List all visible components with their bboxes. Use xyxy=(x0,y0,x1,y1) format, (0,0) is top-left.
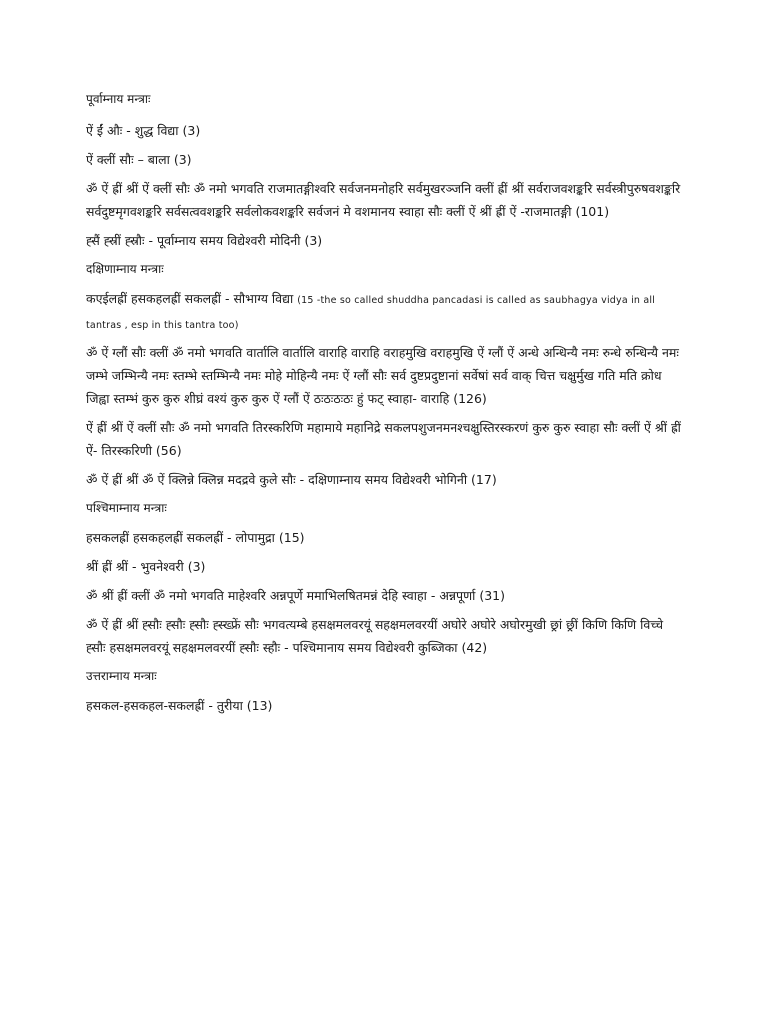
mantra-shuddha-vidya: ऐं ईं औः - शुद्ध विद्या (3) xyxy=(86,123,201,138)
heading-purvamnaya: पूर्वाम्नाय मन्त्राः xyxy=(86,92,151,106)
mantra-rajamatangi: ॐ ऐं ह्रीं श्रीं ऐं क्लीं सौः ॐ नमो भगवति राजमातङ्गीश्वरि सर्वजनमनोहरि सर्वमुखरञ्जनि क्लीं ह्रीं श्रीं सर्वराजवशङ्करि सर्वस्त्रीपुरुषवशङ्करि सर्वदुष्टमृगवशङ्करि सर्वसत्ववशङ्करि सर्वलोकवशङ्करि सर्वजनं मे वशमानय स्वाहा सौः क्लीं ऐं श्रीं ह्रीं ऐं -राजमातङ्गी (101) xyxy=(86,181,681,219)
mantra-turiya: हसकल-हसकहल-सकलह्रीं - तुरीया (13) xyxy=(86,698,273,713)
mantra-tiraskarini: ऐं ह्रीं श्रीं ऐं क्लीं सौः ॐ नमो भगवति तिरस्करिणि महामाये महानिद्रे सकलपशुजनमनश्चक्षुस्तिरस्करणं कुरु कुरु स्वाहा सौः क्लीं ऐं श्रीं ह्रीं ऐं- तिरस्करिणी (56) xyxy=(86,420,681,458)
mantra-saubhagya-vidya xyxy=(86,287,682,337)
mantra-bala: ऐं क्लीं सौः – बाला (3) xyxy=(86,152,192,167)
mantra-lopamudra: हसकलह्रीं हसकहलह्रीं सकलह्रीं - लोपामुद्रा (15) xyxy=(86,530,305,545)
mantra-modini: ह्सैं ह्स्रीं ह्स्रौः - पूर्वाम्नाय समय विद्येश्वरी मोदिनी (3) xyxy=(86,233,323,248)
mantra-saubhagya-text: कएईलह्रीं हसकहलह्रीं सकलह्रीं - सौभाग्य विद्या xyxy=(86,291,298,306)
mantra-bhogini: ॐ ऐं ह्रीं श्रीं ॐ ऐं क्लिन्ने क्लिन्न मदद्रवे कुले सौः - दक्षिणाम्नाय समय विद्येश्वरी भोगिनी (17) xyxy=(86,472,497,487)
heading-paschimamnaya: पश्चिमाम्नाय मन्त्राः xyxy=(86,501,167,515)
heading-dakshinamnaya: दक्षिणाम्नाय मन्त्राः xyxy=(86,262,164,276)
heading-uttaramnaya: उत्तराम्नाय मन्त्राः xyxy=(86,669,157,683)
mantra-saubhagya-note: (15 -the so called shuddha pancadasi is called as saubhagya vidya in all tantras , esp in this tantra too) xyxy=(86,295,656,331)
document-page xyxy=(86,88,682,721)
mantra-annapurna: ॐ श्रीं ह्रीं क्लीं ॐ नमो भगवति माहेश्वरि अन्नपूर्णे ममाभिलषितमन्नं देहि स्वाहा - अन्नपूर्णा (31) xyxy=(86,588,506,603)
mantra-kubjika: ॐ ऐं ह्रीं श्रीं ह्सौः ह्सौः ह्सौः ह्स्ख्फ्रें सौः भगवत्यम्बे हसक्षमलवरयूं सहक्षमलवरयीं अघोरे अघोरे अघोरमुखी छ्रां छ्रीं किणि किणि विच्चे ह्सौः हसक्षमलवरयूं सहक्षमलवरयीं ह्सौः स्हौः - पश्चिमानाय समय विद्येश्वरी कुब्जिका (42) xyxy=(86,617,664,655)
mantra-varahi: ॐ ऐं ग्लौं सौः क्लीं ॐ नमो भगवति वार्तालि वार्तालि वाराहि वाराहि वराहमुखि वराहमुखि ऐं ग्लौं ऐं अन्धे अन्धिन्यै नमः रुन्धे रुन्धिन्यै नमः जम्भे जम्भिन्यै नमः स्तम्भे स्तम्भिन्यै नमः मोहे मोहिन्यै नमः ऐं ग्लौं सौः सर्व दुष्टप्रदुष्टानां सर्वेषां सर्व वाक् चित्त चक्षुर्मुख गति मति क्रोध जिह्वा स्तम्भं कुरु कुरु शीघ्रं वश्यं कुरु कुरु ऐं ग्लौं ऐं ठःठःठःठः हुं फट् स्वाहा- वाराहि (126) xyxy=(86,345,679,406)
mantra-bhuvaneshwari: श्रीं ह्रीं श्रीं - भुवनेश्वरी (3) xyxy=(86,559,206,574)
